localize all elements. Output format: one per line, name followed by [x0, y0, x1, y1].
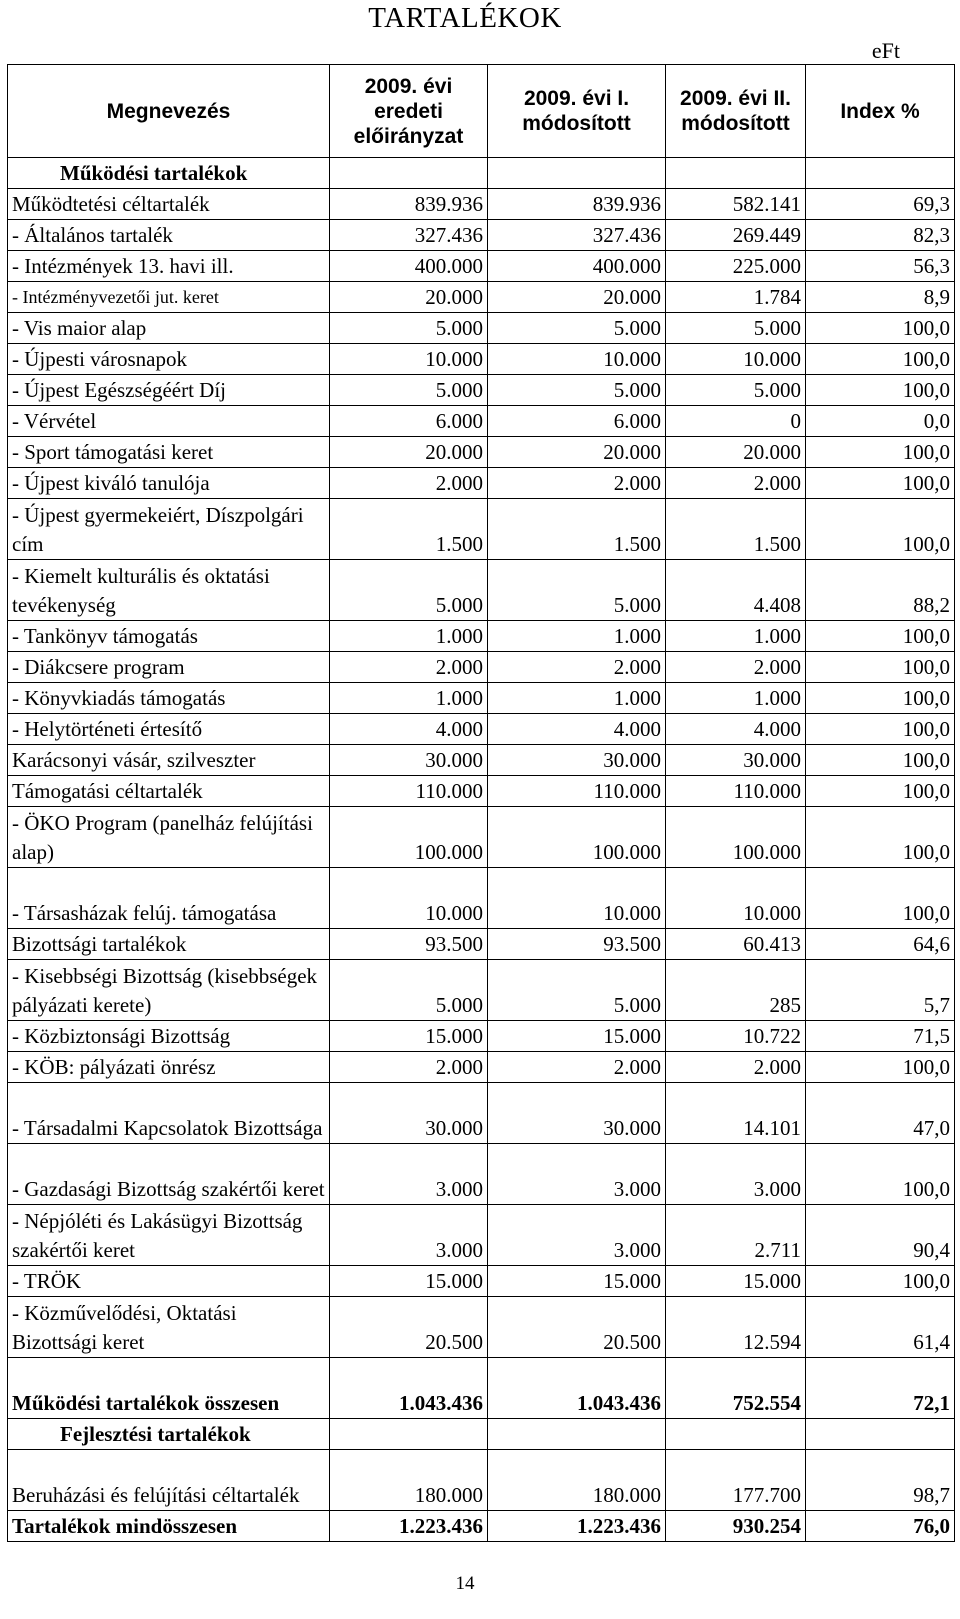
cell-mod2: 177.700: [666, 1450, 806, 1511]
table-header-row: [8, 65, 955, 158]
row-name: - Újpesti városnapok: [8, 344, 330, 375]
col-header-name: Megnevezés: [8, 65, 330, 158]
cell-index: 90,4: [806, 1205, 955, 1266]
cell-index: 5,7: [806, 960, 955, 1021]
cell-index: 8,9: [806, 282, 955, 313]
cell-mod2: 2.000: [666, 1052, 806, 1083]
table-row: [8, 868, 955, 929]
cell-mod1: 327.436: [488, 220, 666, 251]
cell-original: 20.000: [330, 437, 488, 468]
table-row: [8, 807, 955, 868]
cell-index: 100,0: [806, 652, 955, 683]
cell-original: 1.223.436: [330, 1511, 488, 1542]
cell-original: 2.000: [330, 468, 488, 499]
cell-index: 100,0: [806, 437, 955, 468]
table-row: [8, 282, 955, 313]
row-name: - Vis maior alap: [8, 313, 330, 344]
cell-index: 100,0: [806, 745, 955, 776]
row-name: - Újpest Egészségéért Díj: [8, 375, 330, 406]
cell-mod1: 1.043.436: [488, 1358, 666, 1419]
cell-index: 71,5: [806, 1021, 955, 1052]
table-row: [8, 652, 955, 683]
table-row: [8, 189, 955, 220]
cell-mod1: 100.000: [488, 807, 666, 868]
cell-original: 3.000: [330, 1144, 488, 1205]
cell-index: [806, 1419, 955, 1450]
cell-original: 5.000: [330, 960, 488, 1021]
cell-original: 1.000: [330, 621, 488, 652]
row-name: - Könyvkiadás támogatás: [8, 683, 330, 714]
cell-mod2: 3.000: [666, 1144, 806, 1205]
cell-mod1: 10.000: [488, 868, 666, 929]
cell-index: 100,0: [806, 683, 955, 714]
row-name: Támogatási céltartalék: [8, 776, 330, 807]
cell-mod2: 1.000: [666, 683, 806, 714]
row-name: - Diákcsere program: [8, 652, 330, 683]
cell-index: 82,3: [806, 220, 955, 251]
table-row: [8, 929, 955, 960]
cell-mod1: 839.936: [488, 189, 666, 220]
cell-mod1: [488, 1419, 666, 1450]
row-name: - Tankönyv támogatás: [8, 621, 330, 652]
col-header-mod1: 2009. évi I. módosított: [488, 65, 666, 158]
cell-index: 61,4: [806, 1297, 955, 1358]
cell-original: 6.000: [330, 406, 488, 437]
cell-original: 15.000: [330, 1266, 488, 1297]
table-row: [8, 1450, 955, 1511]
table-row: [8, 1419, 955, 1450]
table-row: [8, 1144, 955, 1205]
row-name: - Társadalmi Kapcsolatok Bizottsága: [8, 1083, 330, 1144]
cell-mod2: 10.000: [666, 868, 806, 929]
row-name: - Intézményvezetői jut. keret: [8, 282, 330, 313]
cell-index: 100,0: [806, 468, 955, 499]
cell-original: 1.500: [330, 499, 488, 560]
table-row: [8, 1205, 955, 1266]
cell-mod1: 1.223.436: [488, 1511, 666, 1542]
cell-original: 5.000: [330, 313, 488, 344]
cell-index: 100,0: [806, 499, 955, 560]
cell-original: 15.000: [330, 1021, 488, 1052]
row-name: - Helytörténeti értesítő: [8, 714, 330, 745]
cell-mod2: 2.000: [666, 468, 806, 499]
cell-original: 30.000: [330, 1083, 488, 1144]
cell-index: 88,2: [806, 560, 955, 621]
table-row: [8, 313, 955, 344]
row-name: - KÖB: pályázati önrész: [8, 1052, 330, 1083]
row-name: Működtetési céltartalék: [8, 189, 330, 220]
cell-mod2: 10.722: [666, 1021, 806, 1052]
cell-mod2: 20.000: [666, 437, 806, 468]
cell-mod2: 100.000: [666, 807, 806, 868]
row-name: - Sport támogatási keret: [8, 437, 330, 468]
cell-original: 30.000: [330, 745, 488, 776]
cell-mod2: 285: [666, 960, 806, 1021]
table-row: [8, 499, 955, 560]
cell-mod2: 110.000: [666, 776, 806, 807]
row-name: Beruházási és felújítási céltartalék: [8, 1450, 330, 1511]
cell-original: [330, 1419, 488, 1450]
row-name: - Közbiztonsági Bizottság: [8, 1021, 330, 1052]
table-row: [8, 375, 955, 406]
cell-mod1: 2.000: [488, 652, 666, 683]
cell-original: 10.000: [330, 868, 488, 929]
cell-index: 100,0: [806, 375, 955, 406]
cell-mod1: 15.000: [488, 1266, 666, 1297]
cell-mod1: 180.000: [488, 1450, 666, 1511]
cell-index: 76,0: [806, 1511, 955, 1542]
table-row: [8, 251, 955, 282]
cell-index: 100,0: [806, 1052, 955, 1083]
cell-original: 20.000: [330, 282, 488, 313]
cell-mod1: 5.000: [488, 313, 666, 344]
cell-original: 839.936: [330, 189, 488, 220]
table-row: [8, 1021, 955, 1052]
cell-mod1: 1.500: [488, 499, 666, 560]
cell-index: 100,0: [806, 776, 955, 807]
cell-index: 100,0: [806, 344, 955, 375]
cell-index: 98,7: [806, 1450, 955, 1511]
cell-original: 3.000: [330, 1205, 488, 1266]
cell-mod2: 30.000: [666, 745, 806, 776]
cell-mod1: 1.000: [488, 621, 666, 652]
cell-mod2: 2.711: [666, 1205, 806, 1266]
table-row: [8, 745, 955, 776]
unit-label: eFt: [871, 38, 900, 63]
table-row: [8, 158, 955, 189]
cell-original: 110.000: [330, 776, 488, 807]
cell-index: 64,6: [806, 929, 955, 960]
cell-index: 100,0: [806, 714, 955, 745]
table-row: [8, 960, 955, 1021]
cell-mod1: 3.000: [488, 1205, 666, 1266]
cell-original: 400.000: [330, 251, 488, 282]
cell-mod1: 10.000: [488, 344, 666, 375]
cell-mod1: 15.000: [488, 1021, 666, 1052]
cell-mod2: 225.000: [666, 251, 806, 282]
cell-mod2: 14.101: [666, 1083, 806, 1144]
table-row: [8, 406, 955, 437]
cell-index: 100,0: [806, 868, 955, 929]
cell-mod2: 5.000: [666, 375, 806, 406]
cell-mod2: 12.594: [666, 1297, 806, 1358]
cell-index: 100,0: [806, 1144, 955, 1205]
cell-index: 100,0: [806, 807, 955, 868]
cell-mod1: 20.000: [488, 282, 666, 313]
cell-mod2: 15.000: [666, 1266, 806, 1297]
cell-mod1: 2.000: [488, 1052, 666, 1083]
cell-mod2: 269.449: [666, 220, 806, 251]
cell-mod2: 4.408: [666, 560, 806, 621]
table-row: [8, 468, 955, 499]
table-row: [8, 1297, 955, 1358]
cell-original: 1.043.436: [330, 1358, 488, 1419]
cell-mod1: 4.000: [488, 714, 666, 745]
row-name: Bizottsági tartalékok: [8, 929, 330, 960]
cell-original: 1.000: [330, 683, 488, 714]
cell-mod1: 20.500: [488, 1297, 666, 1358]
row-name: Fejlesztési tartalékok: [8, 1419, 330, 1450]
cell-mod2: 930.254: [666, 1511, 806, 1542]
row-name: - Újpest gyermekeiért, Díszpolgári cím: [8, 499, 330, 560]
cell-index: 100,0: [806, 313, 955, 344]
row-name: - Kiemelt kulturális és oktatási tevékenység: [8, 560, 330, 621]
table-row: [8, 1511, 955, 1542]
cell-mod2: 1.000: [666, 621, 806, 652]
cell-original: 10.000: [330, 344, 488, 375]
cell-index: [806, 158, 955, 189]
table-row: [8, 1358, 955, 1419]
cell-mod1: 5.000: [488, 375, 666, 406]
table-row: [8, 344, 955, 375]
row-name: Működési tartalékok: [8, 158, 330, 189]
table-row: [8, 437, 955, 468]
cell-mod1: 93.500: [488, 929, 666, 960]
cell-mod1: 110.000: [488, 776, 666, 807]
row-name: - ÖKO Program (panelház felújítási alap): [8, 807, 330, 868]
row-name: - Társasházak felúj. támogatása: [8, 868, 330, 929]
cell-mod2: 582.141: [666, 189, 806, 220]
table-row: [8, 1052, 955, 1083]
table-row: [8, 683, 955, 714]
cell-mod1: 400.000: [488, 251, 666, 282]
cell-index: 100,0: [806, 1266, 955, 1297]
cell-original: 180.000: [330, 1450, 488, 1511]
cell-index: 100,0: [806, 621, 955, 652]
cell-original: 327.436: [330, 220, 488, 251]
cell-original: 100.000: [330, 807, 488, 868]
cell-index: 47,0: [806, 1083, 955, 1144]
cell-mod1: 1.000: [488, 683, 666, 714]
row-name: - Újpest kiváló tanulója: [8, 468, 330, 499]
cell-mod2: 0: [666, 406, 806, 437]
table-row: [8, 1083, 955, 1144]
cell-original: 5.000: [330, 375, 488, 406]
row-name: - Vérvétel: [8, 406, 330, 437]
cell-mod1: [488, 158, 666, 189]
page-title: TARTALÉKOK: [368, 2, 562, 34]
cell-mod1: 3.000: [488, 1144, 666, 1205]
cell-mod1: 20.000: [488, 437, 666, 468]
row-name: - Intézmények 13. havi ill.: [8, 251, 330, 282]
cell-index: 0,0: [806, 406, 955, 437]
col-header-original: 2009. évi eredeti előirányzat: [330, 65, 488, 158]
row-name: Karácsonyi vásár, szilveszter: [8, 745, 330, 776]
cell-mod2: 5.000: [666, 313, 806, 344]
cell-mod1: 6.000: [488, 406, 666, 437]
cell-index: 56,3: [806, 251, 955, 282]
cell-mod2: 752.554: [666, 1358, 806, 1419]
cell-mod1: 2.000: [488, 468, 666, 499]
cell-original: 4.000: [330, 714, 488, 745]
cell-original: 93.500: [330, 929, 488, 960]
cell-mod1: 5.000: [488, 560, 666, 621]
reserves-table: [7, 64, 955, 1542]
cell-mod2: 2.000: [666, 652, 806, 683]
cell-mod2: [666, 158, 806, 189]
cell-mod1: 30.000: [488, 745, 666, 776]
cell-mod1: 30.000: [488, 1083, 666, 1144]
cell-original: 5.000: [330, 560, 488, 621]
cell-mod2: 1.784: [666, 282, 806, 313]
table-row: [8, 621, 955, 652]
row-name: - Gazdasági Bizottság szakértői keret: [8, 1144, 330, 1205]
row-name: - Általános tartalék: [8, 220, 330, 251]
row-name: Működési tartalékok összesen: [8, 1358, 330, 1419]
row-name: Tartalékok mindösszesen: [8, 1511, 330, 1542]
cell-original: 20.500: [330, 1297, 488, 1358]
row-name: - TRÖK: [8, 1266, 330, 1297]
table-row: [8, 714, 955, 745]
page-number: 14: [455, 1573, 475, 1594]
cell-mod2: 10.000: [666, 344, 806, 375]
cell-mod1: 5.000: [488, 960, 666, 1021]
table-row: [8, 560, 955, 621]
cell-mod2: 1.500: [666, 499, 806, 560]
cell-index: 69,3: [806, 189, 955, 220]
table-body: [8, 158, 955, 1542]
cell-mod2: 60.413: [666, 929, 806, 960]
table-row: [8, 1266, 955, 1297]
table-row: [8, 220, 955, 251]
col-header-mod2: 2009. évi II. módosított: [666, 65, 806, 158]
row-name: - Kisebbségi Bizottság (kisebbségek pályázati kerete): [8, 960, 330, 1021]
cell-original: 2.000: [330, 652, 488, 683]
row-name: - Közművelődési, Oktatási Bizottsági keret: [8, 1297, 330, 1358]
row-name: - Népjóléti és Lakásügyi Bizottság szakértői keret: [8, 1205, 330, 1266]
cell-mod2: 4.000: [666, 714, 806, 745]
cell-original: [330, 158, 488, 189]
cell-index: 72,1: [806, 1358, 955, 1419]
table-row: [8, 776, 955, 807]
cell-original: 2.000: [330, 1052, 488, 1083]
col-header-index: Index %: [806, 65, 955, 158]
cell-mod2: [666, 1419, 806, 1450]
